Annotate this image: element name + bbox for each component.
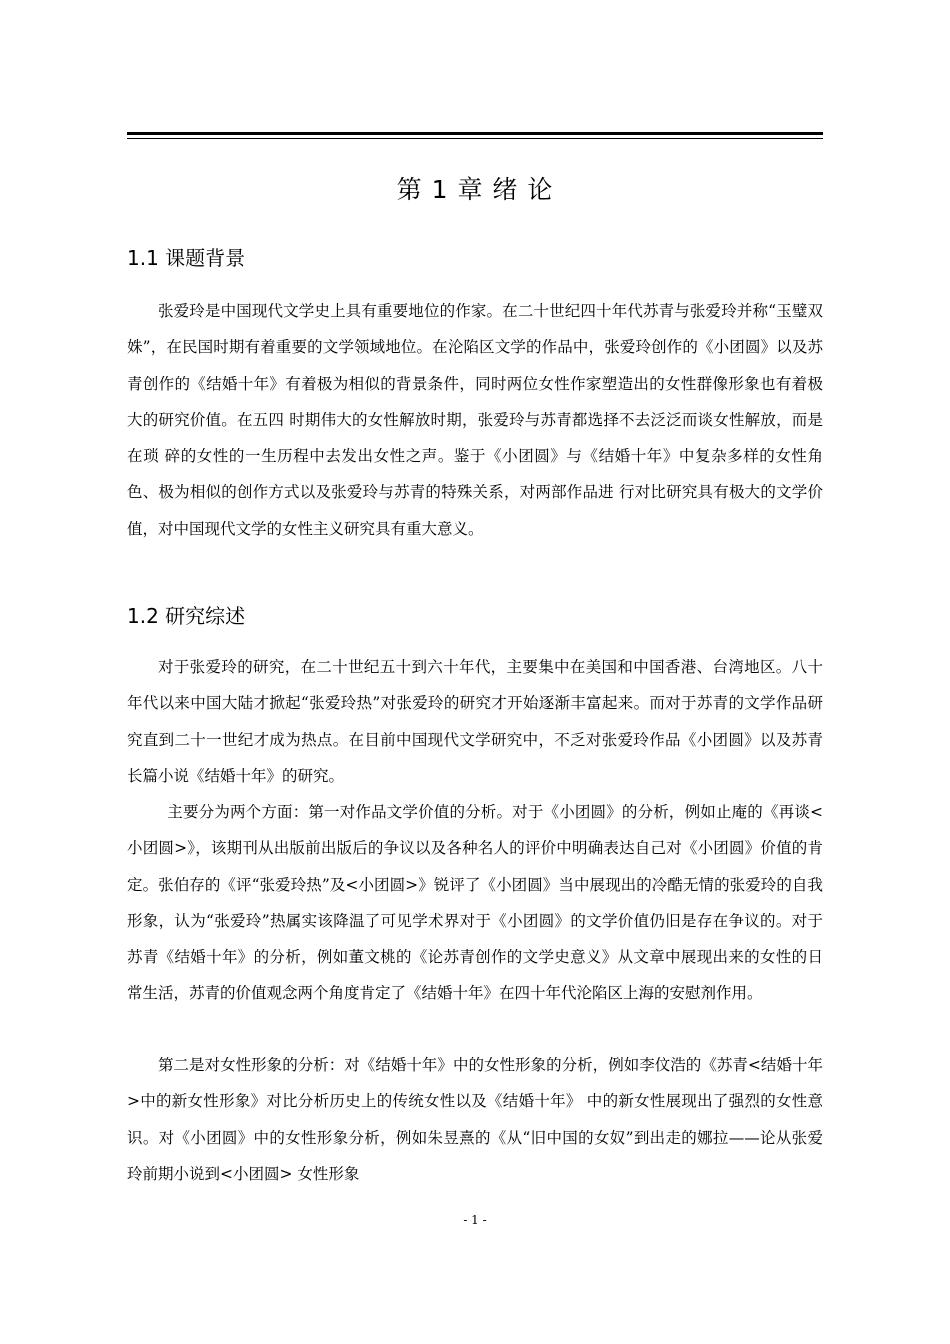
section-heading-background: 1.1 课题背景 <box>127 246 246 270</box>
chapter-title: 第 1 章 绪 论 <box>396 175 554 204</box>
page-number: - 1 - <box>463 1213 487 1227</box>
paragraph-review-3: 第二是对女性形象的分析：对《结婚十年》中的女性形象的分析，例如李伩浩的《苏青<结婚十年>中的新女性形象》对比分析历史上的传统女性以及《结婚十年》 中的新女性展现出了强烈的女性意识。对《小团圆》中的女性形象分析，例如朱昱熹的《从“旧中国的女奴”到出走的娜拉——论从张爱玲前期小说到<小团圆> 女性形象 <box>127 1056 823 1183</box>
paragraph-review-1: 对于张爱玲的研究，在二十世纪五十到六十年代，主要集中在美国和中国香港、台湾地区。八十年代以来中国大陆才掀起“张爱玲热”对张爱玲的研究才开始逐渐丰富起来。而对于苏青的文学作品研究直到二十一世纪才成为热点。在目前中国现代文学研究中，不乏对张爱玲作品《小团圆》以及苏青长篇小说《结婚十年》的研究。 <box>127 658 823 785</box>
paragraph-background: 张爱玲是中国现代文学史上具有重要地位的作家。在二十世纪四十年代苏青与张爱玲并称“玉璧双姝”，在民国时期有着重要的文学领域地位。在沦陷区文学的作品中，张爱玲创作的《小团圆》以及苏青创作的《结婚十年》有着极为相似的背景条件，同时两位女性作家塑造出的女性群像形象也有着极大的研究价值。在五四 时期伟大的女性解放时期，张爱玲与苏青都选择不去泛泛而谈女性解放，而是在琐 碎的女性的一生历程中去发出女性之声。鉴于《小团圆》与《结婚十年》中复杂多样的女性角色、极为相似的创作方式以及张爱玲与苏青的特殊关系，对两部作品进 行对比研究具有极大的文学价值，对中国现代文学的女性主义研究具有重大意义。 <box>127 302 823 538</box>
header-rule-thick <box>127 132 823 135</box>
paragraph-review-2: 主要分为两个方面：第一对作品文学价值的分析。对于《小团圆》的分析，例如止庵的《再谈<小团圆>》，该期刊从出版前出版后的争议以及各种名人的评价中明确表达自己对《小团圆》价值的肯定。张伯存的《评“张爱玲热”及<小团圆>》锐评了《小团圆》当中展现出的冷酷无情的张爱玲的自我形象，认为“张爱玲”热属实该降温了可见学术界对于《小团圆》的文学价值仍旧是存在争议的。对于苏青《结婚十年》的分析，例如董文桃的《论苏青创作的文学史意义》从文章中展现出来的女性的日常生活，苏青的价值观念两个角度肯定了《结婚十年》在四十年代沦陷区上海的安慰剂作用。 <box>127 803 823 1003</box>
section-heading-review: 1.2 研究综述 <box>127 604 246 628</box>
header-rule-thin <box>127 138 823 139</box>
